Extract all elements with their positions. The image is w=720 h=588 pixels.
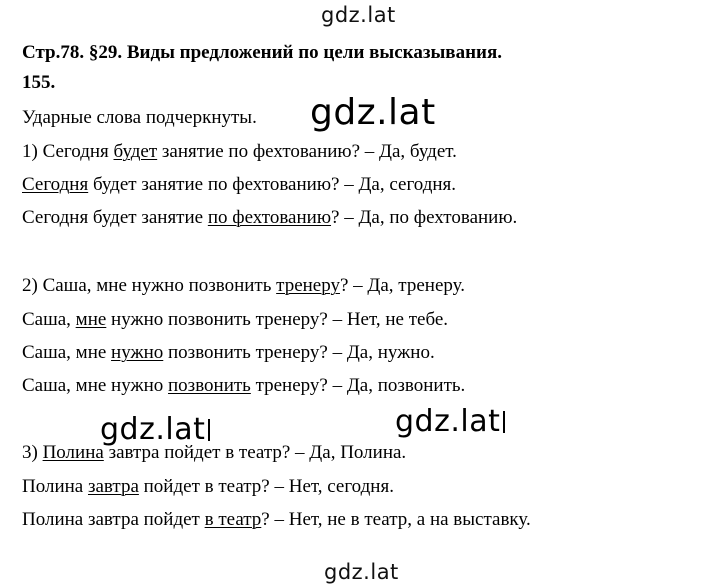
sentence-line: Полина завтра пойдет в театр? – Нет, сегодня.	[22, 476, 394, 497]
stressed-word: Полина	[42, 442, 104, 463]
watermark-center: gdz.lat	[310, 92, 436, 133]
sentence-line: Саша, мне нужно позвонить тренеру? – Да, позвонить.	[22, 375, 466, 396]
watermark-top: gdz.lat	[321, 3, 396, 27]
sentence-line: 2) Саша, мне нужно позвонить тренеру? – Да, тренеру.	[22, 275, 465, 296]
stressed-word: тренеру	[276, 275, 340, 296]
sentence-line: Сегодня будет занятие по фехтованию? – Да, по фехтованию.	[22, 207, 518, 228]
watermark-right: gdz.lat	[395, 404, 505, 439]
watermark-bottom: gdz.lat	[324, 560, 399, 584]
sentence-line: Полина завтра пойдет в театр? – Нет, не в театр, а на выставку.	[22, 509, 531, 530]
stressed-word: в театр	[204, 509, 262, 530]
stressed-word: Сегодня	[22, 174, 89, 195]
stressed-word: позвонить	[168, 375, 251, 396]
sentence-line: Саша, мне нужно позвонить тренеру? – Да, нужно.	[22, 342, 435, 363]
stressed-word: завтра	[87, 476, 139, 497]
stressed-word: мне	[75, 309, 107, 330]
page-title: Стр.78. §29. Виды предложений по цели высказывания.	[22, 42, 502, 63]
watermark-left: gdz.lat	[100, 412, 210, 447]
stressed-word: будет	[113, 141, 158, 162]
sentence-line: 1) Сегодня будет занятие по фехтованию? – Да, будет.	[22, 141, 457, 162]
exercise-number: 155.	[22, 72, 56, 93]
intro-text: Ударные слова подчеркнуты.	[22, 107, 257, 128]
stressed-word: нужно	[111, 342, 164, 363]
sentence-line: 3) Полина завтра пойдет в театр? – Да, Полина.	[22, 442, 407, 463]
sentence-line: Сегодня будет занятие по фехтованию? – Да, сегодня.	[22, 174, 457, 195]
stressed-word: по фехтованию	[207, 207, 332, 228]
sentence-line: Саша, мне нужно позвонить тренеру? – Нет, не тебе.	[22, 309, 449, 330]
